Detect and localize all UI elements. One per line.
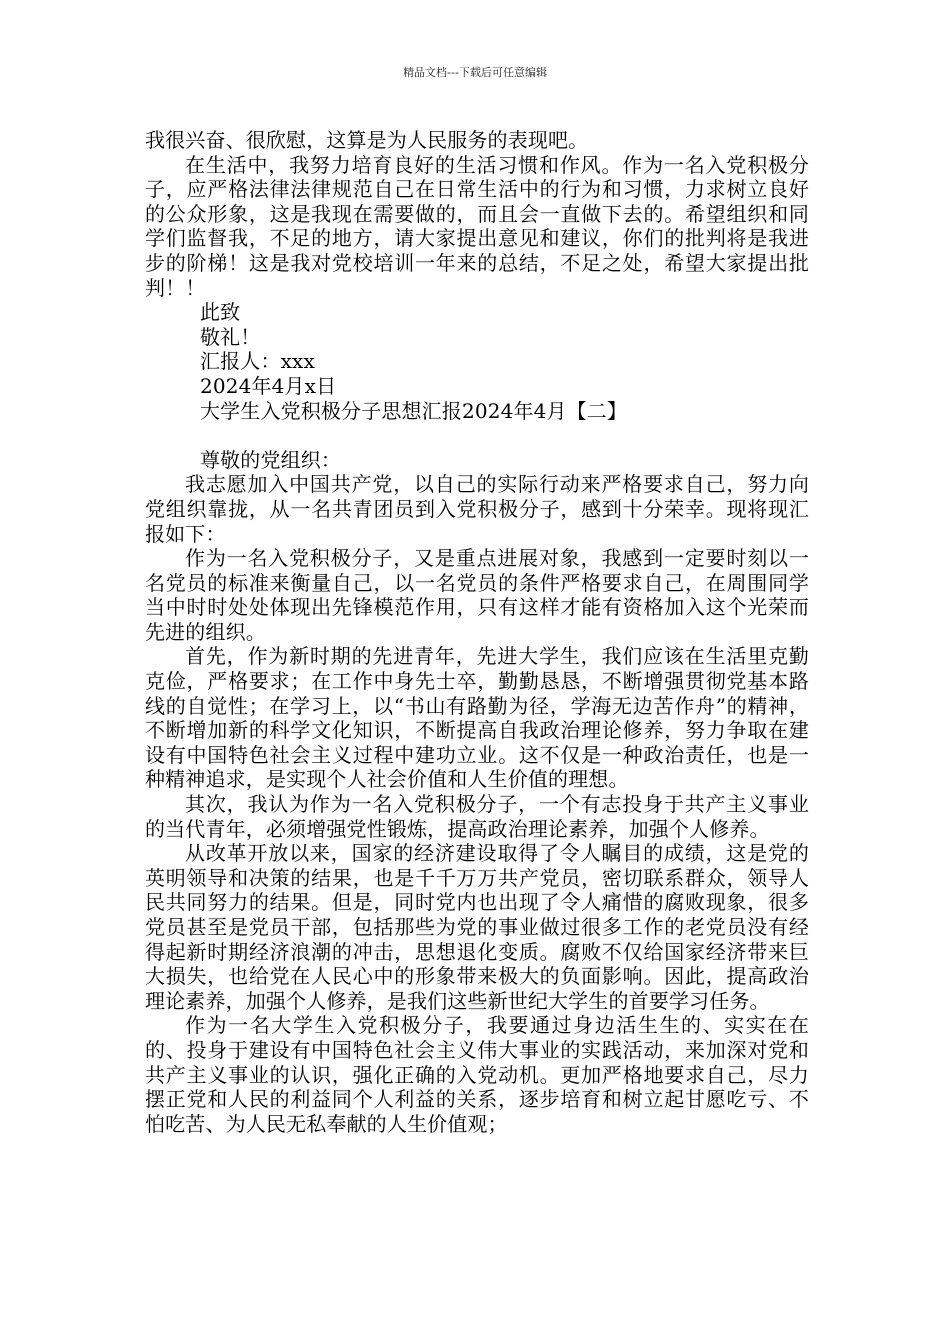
reporter-line: 汇报人：xxx: [200, 349, 315, 374]
document-body: [145, 128, 809, 1136]
paragraph-2: 作为一名入党积极分子，又是重点进展对象，我感到一定要时刻以一名党员的标准来衡量自己，以一名党员的条件严格要求自己，在周围同学当中时时处处体现出先锋模范作用，只有这样才能有资格加入这个光荣而先进的组织。: [145, 546, 809, 644]
paragraph-4: 其次，我认为作为一名入党积极分子，一个有志投身于共产主义事业的当代青年，必须增强党性锻炼，提高政治理论素养，加强个人修养。: [145, 792, 809, 841]
section-title: 大学生入党积极分子思想汇报2024年4月【二】: [200, 398, 628, 423]
paragraph-continued: 我很兴奋、很欣慰，这算是为人民服务的表现吧。: [145, 128, 589, 152]
date-line: 2024年4月x日: [200, 373, 337, 398]
paragraph-1: 我志愿加入中国共产党，以自己的实际行动来严格要求自己，努力向党组织靠拢，从一名共青团员到入党积极分子，感到十分荣幸。现将现汇报如下：: [145, 472, 809, 546]
closing-line-2: 敬礼！: [200, 324, 261, 349]
paragraph-6: 作为一名大学生入党积极分子，我要通过身边活生生的、实实在在的、投身于建设有中国特色社会主义伟大事业的实践活动，来加深对党和共产主义事业的认识，强化正确的入党动机。更加严格地要求自己，尽力摆正党和人民的利益同个人利益的关系，逐步培育和树立起甘愿吃亏、不怕吃苦、为人民无私奉献的人生价值观；: [145, 1013, 809, 1136]
page-header: 精品文档---下载后可任意编辑: [403, 66, 547, 79]
blank-line: [145, 423, 809, 448]
closing-line-1: 此致: [200, 300, 241, 325]
paragraph-5: 从改革开放以来，国家的经济建设取得了令人瞩目的成绩，这是党的英明领导和决策的结果，也是千千万万共产党员，密切联系群众，领导人民共同努力的结果。但是，同时党内也出现了令人痛惜的腐败现象，很多党员甚至是党员干部，包括那些为党的事业做过很多工作的老党员没有经得起新时期经济浪潮的冲击，思想退化变质。腐败不仅给国家经济带来巨大损失，也给党在人民心中的形象带来极大的负面影响。因此，提高政治理论素养，加强个人修养，是我们这些新世纪大学生的首要学习任务。: [145, 841, 809, 1013]
paragraph-3: 首先，作为新时期的先进青年，先进大学生，我们应该在生活里克勤克俭，严格要求；在工作中身先士卒，勤勤恳恳，不断增强贯彻党基本路线的自觉性；在学习上，以“书山有路勤为径，学海无边苦作舟”的精神，不断增加新的科学文化知识，不断提高自我政治理论修养，努力争取在建设有中国特色社会主义过程中建功立业。这不仅是一种政治责任，也是一种精神追求，是实现个人社会价值和人生价值的理想。: [145, 644, 809, 792]
paragraph-life: 在生活中，我努力培育良好的生活习惯和作风。作为一名入党积极分子，应严格法律法律规范自己在日常生活中的行为和习惯，力求树立良好的公众形象，这是我现在需要做的，而且会一直做下去的。希望组织和同学们监督我，不足的地方，请大家提出意见和建议，你们的批判将是我进步的阶梯！这是我对党校培训一年来的总结，不足之处，希望大家提出批判！！: [145, 152, 809, 300]
salutation: 尊敬的党组织：: [200, 447, 342, 472]
